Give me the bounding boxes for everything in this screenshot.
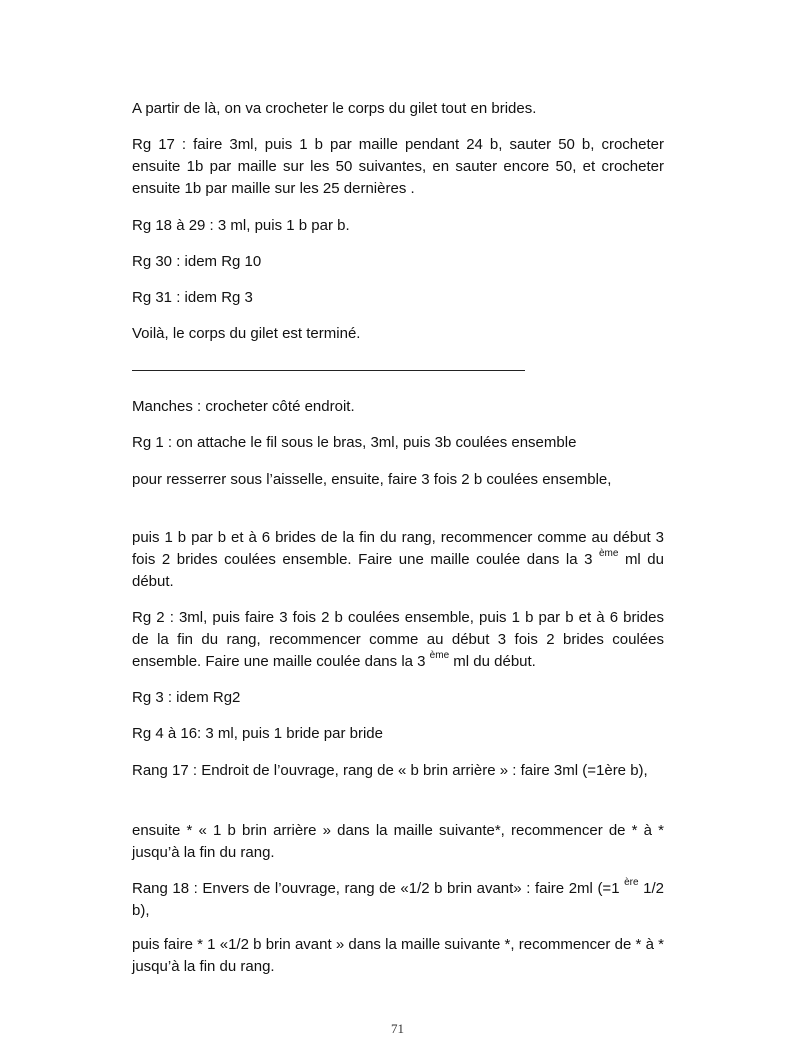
superscript-ere: ère — [624, 877, 639, 888]
paragraph-intro: A partir de là, on va crocheter le corps du gilet tout en brides. — [132, 100, 537, 117]
paragraph-sleeve-rg1-end-tail: ml du début. — [132, 551, 664, 590]
paragraph-sleeve-rg4-16: Rg 4 à 16: 3 ml, puis 1 bride par bride — [132, 725, 383, 742]
paragraph-sleeve-rg2-tail: ml du début. — [449, 653, 536, 670]
paragraph-sleeve-rg1-end — [132, 527, 664, 593]
paragraph-sleeve-rang17: Rang 17 : Endroit de l’ouvrage, rang de « b brin arrière » : faire 3ml (=1ère b), — [132, 762, 648, 779]
paragraph-sleeve-rang18-continued: puis faire * 1 «1/2 b brin avant » dans la maille suivante *, recommencer de * à * jusqu’à la fin du rang. — [132, 936, 664, 975]
paragraph-sleeve-rg1: Rg 1 : on attache le fil sous le bras, 3ml, puis 3b coulées ensemble — [132, 434, 577, 451]
separator-line — [132, 370, 525, 371]
paragraph-body-done: Voilà, le corps du gilet est terminé. — [132, 325, 361, 342]
paragraph-sleeve-rang18-text: Rang 18 : Envers de l’ouvrage, rang de «1/2 b brin avant» : faire 2ml (=1 — [132, 880, 625, 897]
paragraph-sleeve-rang17-continued: ensuite * « 1 b brin arrière » dans la maille suivante*, recommencer de * à * jusqu’à la fin du rang. — [132, 822, 664, 861]
paragraph-rg17: Rg 17 : faire 3ml, puis 1 b par maille pendant 24 b, sauter 50 b, crocheter ensuite 1b par maille sur les 50 suivantes, en sauter encore 50, et crocheter ensuite 1b par maille sur les 25 dernières . — [132, 136, 664, 197]
paragraph-sleeve-rg2-text: Rg 2 : 3ml, puis faire 3 fois 2 b coulées ensemble, puis 1 b par b et à 6 brides de la fin du rang, recommencer comme au début 3 fois 2 brides coulées ensemble. Faire une maille coulée dans la 3 — [132, 609, 664, 670]
superscript-eme: ème — [429, 650, 450, 661]
paragraph-sleeve-rg2 — [132, 607, 664, 673]
page-number: 71 — [391, 1021, 404, 1036]
paragraph-rg31: Rg 31 : idem Rg 3 — [132, 289, 253, 306]
paragraph-sleeve-rg3: Rg 3 : idem Rg2 — [132, 689, 241, 706]
paragraph-sleeves: Manches : crocheter côté endroit. — [132, 398, 355, 415]
paragraph-sleeve-rang18 — [132, 878, 664, 922]
paragraph-rg18-29: Rg 18 à 29 : 3 ml, puis 1 b par b. — [132, 217, 350, 234]
paragraph-sleeve-rg1-continued: pour resserrer sous l’aisselle, ensuite, faire 3 fois 2 b coulées ensemble, — [132, 471, 612, 488]
paragraph-sleeve-rg1-end-text: puis 1 b par b et à 6 brides de la fin du rang, recommencer comme au début 3 fois 2 brides coulées ensemble. Faire une maille coulée dans la 3 — [132, 529, 664, 568]
superscript-eme: ème — [598, 548, 619, 559]
paragraph-rg30: Rg 30 : idem Rg 10 — [132, 253, 262, 270]
paragraph-sleeve-rang18-tail: 1/2 b), — [132, 880, 664, 919]
